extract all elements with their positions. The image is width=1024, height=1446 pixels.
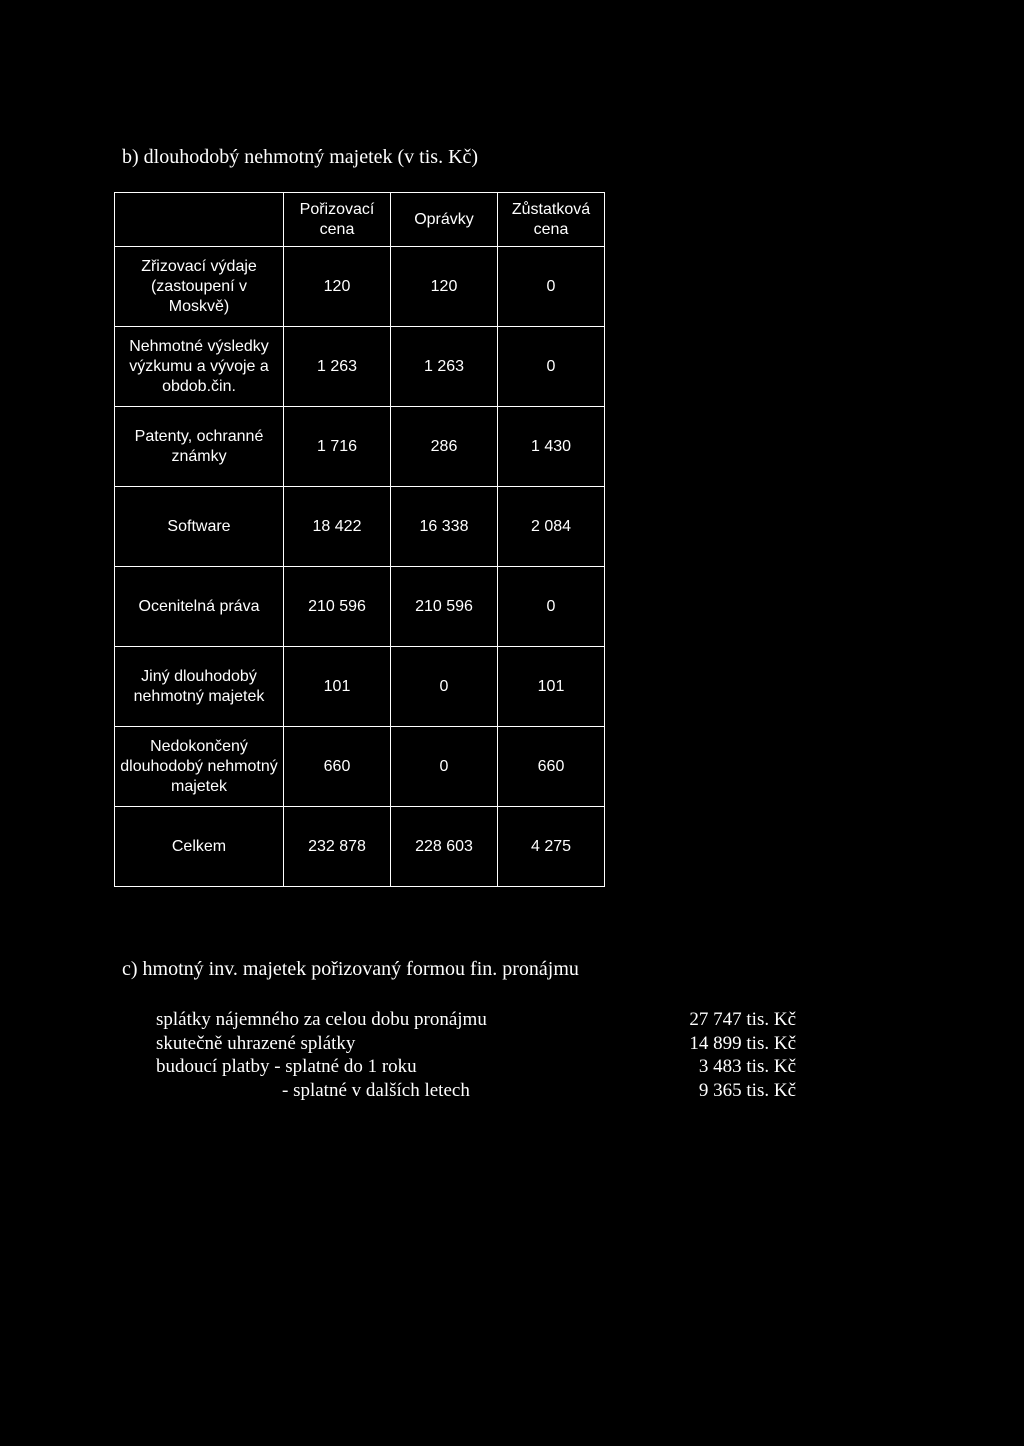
depreciation-cell: 0 xyxy=(391,647,498,727)
lease-item-label: skutečně uhrazené splátky xyxy=(156,1032,356,1054)
lease-item-label: budoucí platby - splatné do 1 roku xyxy=(156,1056,417,1077)
lease-summary xyxy=(156,1008,796,1102)
depreciation-cell: 286 xyxy=(391,407,498,487)
table-row xyxy=(115,727,605,807)
list-item xyxy=(156,1008,796,1032)
section-c-title: c) hmotný inv. majetek pořizovaný formou fin. pronájmu xyxy=(122,958,579,980)
header-depreciation: Oprávky xyxy=(391,193,498,247)
net-value-cell: 660 xyxy=(498,727,605,807)
cost-cell: 660 xyxy=(284,727,391,807)
depreciation-cell: 120 xyxy=(391,247,498,327)
depreciation-cell: 0 xyxy=(391,727,498,807)
net-value-cell: 0 xyxy=(498,327,605,407)
section-b-title: b) dlouhodobý nehmotný majetek (v tis. Kč) xyxy=(122,146,479,168)
header-empty-cell xyxy=(115,193,284,247)
table-row xyxy=(115,487,605,567)
row-label: Jiný dlouhodobý nehmotný majetek xyxy=(115,647,284,727)
total-net-value-cell: 4 275 xyxy=(498,807,605,887)
cost-cell: 120 xyxy=(284,247,391,327)
net-value-cell: 0 xyxy=(498,247,605,327)
table-row xyxy=(115,327,605,407)
cost-cell: 101 xyxy=(284,647,391,727)
row-label: Zřizovací výdaje (zastoupení v Moskvě) xyxy=(115,247,284,327)
total-cost-cell: 232 878 xyxy=(284,807,391,887)
net-value-cell: 1 430 xyxy=(498,407,605,487)
lease-item-value: 14 899 tis. Kč xyxy=(689,1032,796,1054)
row-label: Software xyxy=(115,487,284,567)
table-row xyxy=(115,407,605,487)
table-header-row xyxy=(115,193,605,247)
depreciation-cell: 16 338 xyxy=(391,487,498,567)
lease-item-label: - splatné v dalších letech xyxy=(282,1079,470,1101)
net-value-cell: 2 084 xyxy=(498,487,605,567)
net-value-cell: 0 xyxy=(498,567,605,647)
net-value-cell: 101 xyxy=(498,647,605,727)
cost-cell: 210 596 xyxy=(284,567,391,647)
cost-cell: 1 716 xyxy=(284,407,391,487)
lease-item-label: splátky nájemného za celou dobu pronájmu xyxy=(156,1009,487,1030)
list-item xyxy=(156,1055,796,1079)
depreciation-cell: 210 596 xyxy=(391,567,498,647)
row-label: Nedokončený dlouhodobý nehmotný majetek xyxy=(115,727,284,807)
total-label: Celkem xyxy=(115,807,284,887)
lease-item-value: 9 365 tis. Kč xyxy=(698,1079,796,1101)
header-cost: Pořizovací cena xyxy=(284,193,391,247)
row-label: Nehmotné výsledky výzkumu a vývoje a obdob.čin. xyxy=(115,327,284,407)
row-label: Ocenitelná práva xyxy=(115,567,284,647)
row-label: Patenty, ochranné známky xyxy=(115,407,284,487)
table-row xyxy=(115,567,605,647)
intangible-assets-table xyxy=(114,192,605,887)
cost-cell: 18 422 xyxy=(284,487,391,567)
total-depreciation-cell: 228 603 xyxy=(391,807,498,887)
list-item xyxy=(156,1032,796,1056)
header-net-value: Zůstatková cena xyxy=(498,193,605,247)
table-total-row xyxy=(115,807,605,887)
depreciation-cell: 1 263 xyxy=(391,327,498,407)
table-row xyxy=(115,647,605,727)
table-row xyxy=(115,247,605,327)
lease-item-value: 27 747 tis. Kč xyxy=(689,1009,796,1030)
lease-item-value: 3 483 tis. Kč xyxy=(698,1056,796,1077)
cost-cell: 1 263 xyxy=(284,327,391,407)
list-item xyxy=(156,1079,796,1103)
